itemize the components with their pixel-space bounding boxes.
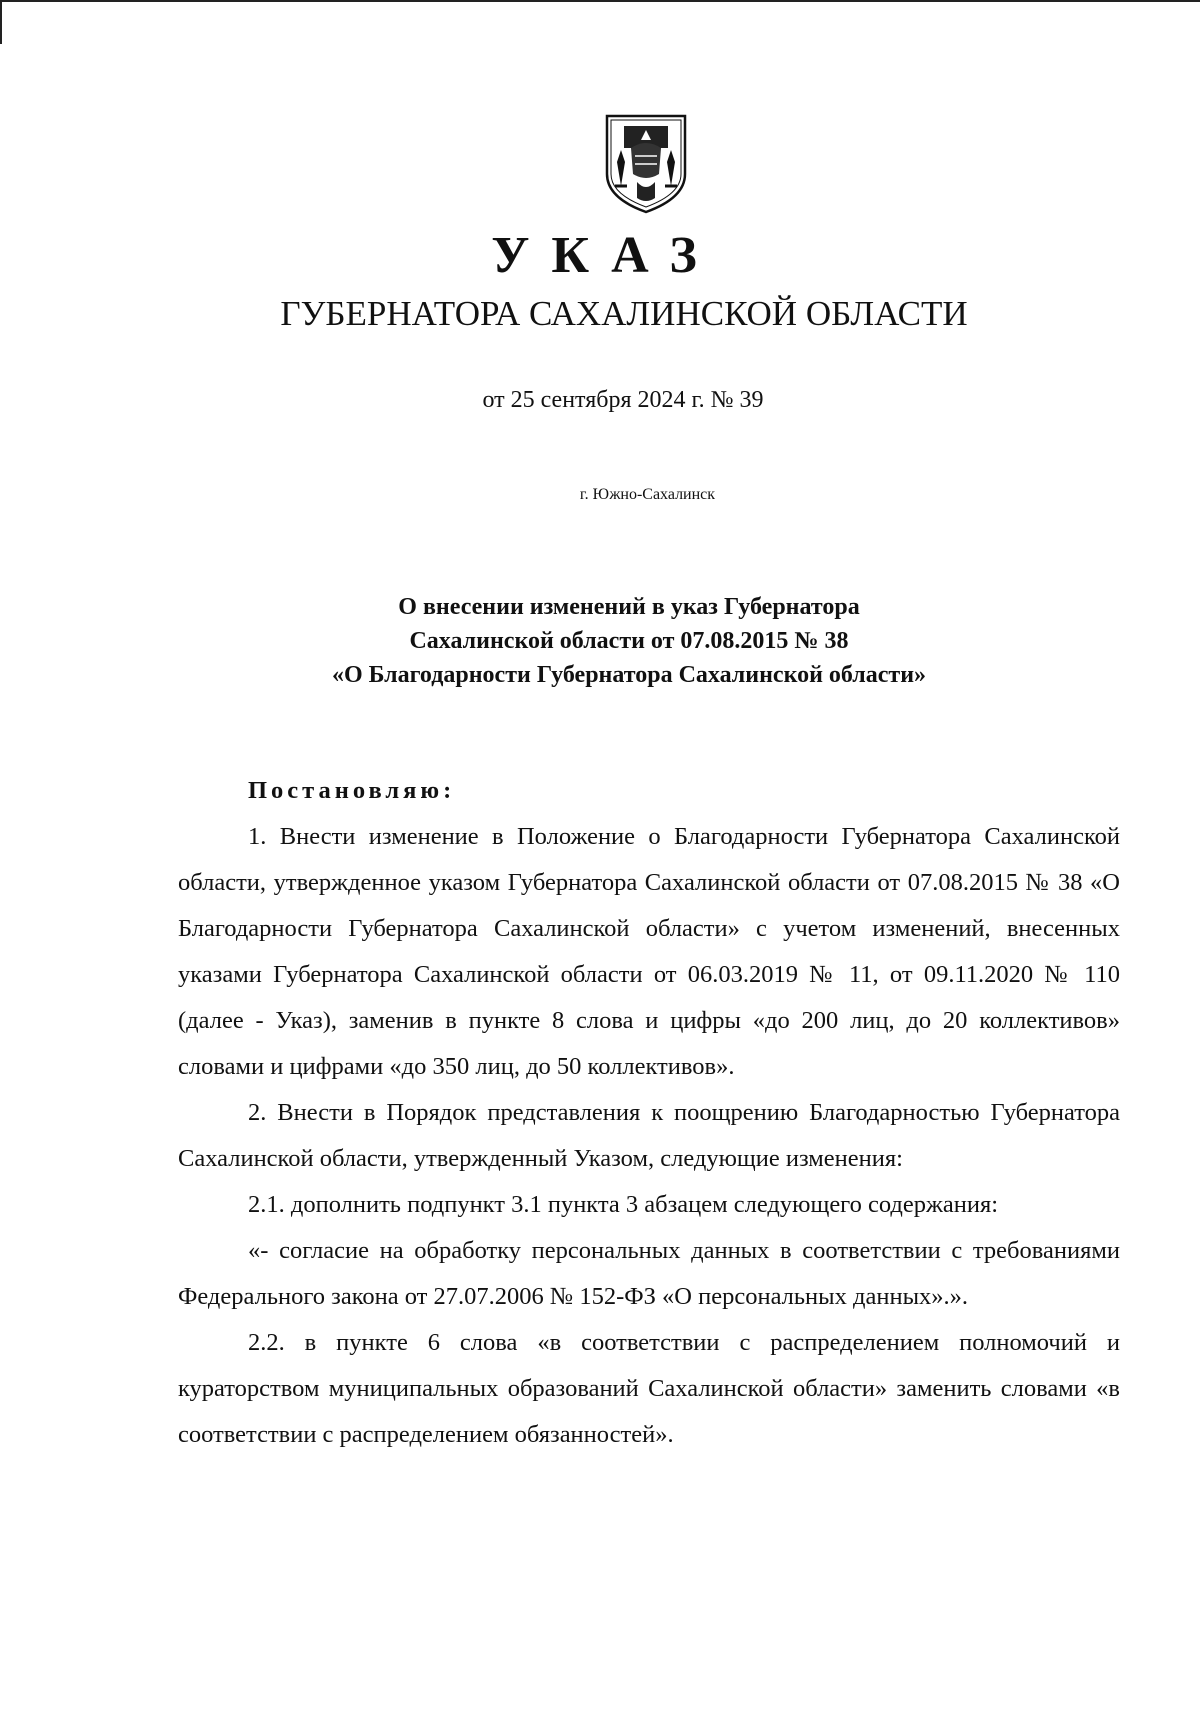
document-heading [0, 590, 1200, 692]
document-subtitle: ГУБЕРНАТОРА САХАЛИНСКОЙ ОБЛАСТИ [280, 294, 968, 333]
document-date-number: от 25 сентября 2024 г. № 39 [482, 387, 764, 413]
paragraph-2-2: 2.2. в пункте 6 слова «в соответствии с распределением полномочий и кураторством муниципальных образований Сахалинской области» заменить словами «в соответствии с распределением обязанностей». [178, 1329, 1120, 1448]
document-body [178, 768, 1120, 1458]
decree-word: Постановляю: [248, 777, 456, 804]
coat-of-arms-icon [601, 112, 691, 214]
document-city: г. Южно-Сахалинск [579, 486, 716, 503]
paragraph-1: 1. Внести изменение в Положение о Благодарности Губернатора Сахалинской области, утвержденное указом Губернатора Сахалинской области от 07.08.2015 № 38 «О Благодарности Губернатора Сахалинской области» с учетом изменений, внесенных указами Губернатора Сахалинской области от 06.03.2019 № 11, от 09.11.2020 № 110 (далее - Указ), заменив в пункте 8 слова и цифры «до 200 лиц, до 20 коллективов» словами и цифрами «до 350 лиц, до 50 коллективов». [178, 823, 1120, 1080]
top-border [0, 0, 1200, 2]
heading-line: О внесении изменений в указ Губернатора [398, 594, 860, 620]
paragraph-quote: «- согласие на обработку персональных данных в соответствии с требованиями Федерального закона от 27.07.2006 № 152-ФЗ «О персональных данных».». [178, 1237, 1120, 1310]
heading-line: «О Благодарности Губернатора Сахалинской области» [331, 662, 927, 688]
heading-line: Сахалинской области от 07.08.2015 № 38 [409, 628, 849, 654]
paragraph-2-1: 2.1. дополнить подпункт 3.1 пункта 3 абзацем следующего содержания: [248, 1191, 999, 1218]
paragraph-2: 2. Внести в Порядок представления к поощрению Благодарностью Губернатора Сахалинской области, утвержденный Указом, следующие изменения: [178, 1099, 1120, 1172]
left-scan-mark [0, 0, 2, 44]
document-title: УКАЗ [491, 227, 719, 284]
